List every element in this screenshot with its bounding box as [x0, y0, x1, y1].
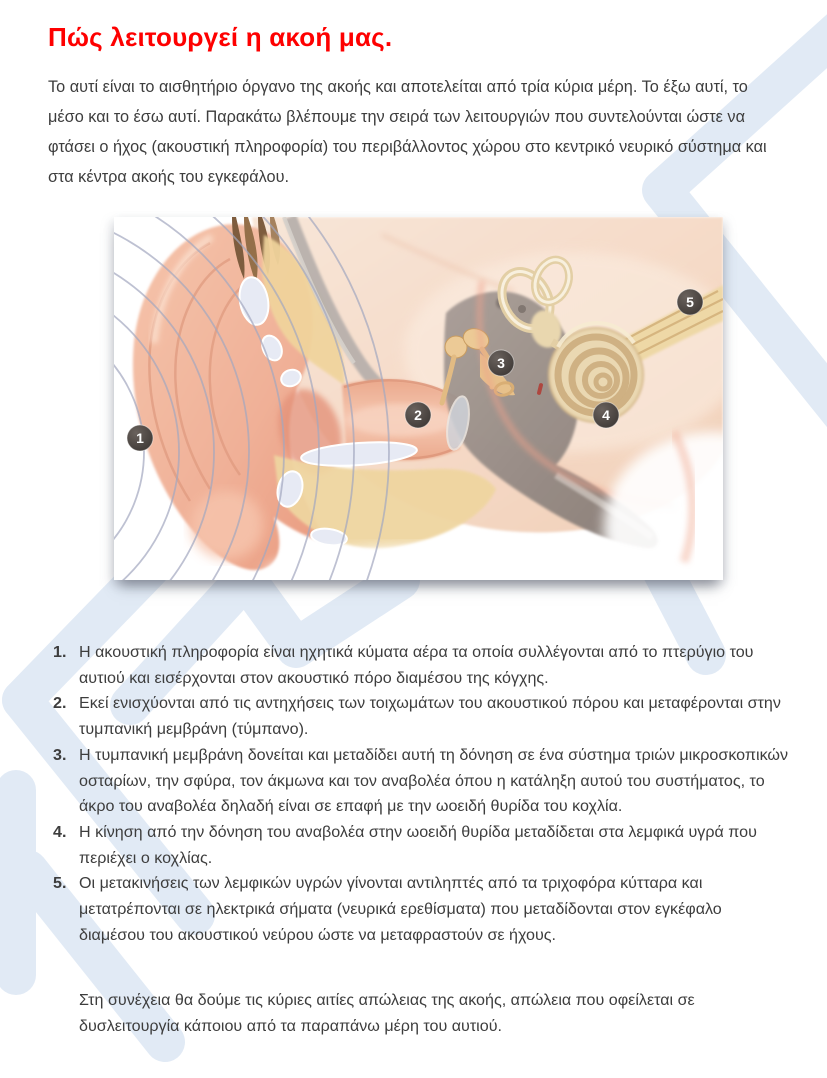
- list-item-text: Εκεί ενισχύονται από τις αντηχήσεις των τοιχωμάτων του ακουστικού πόρου και μεταφέρονται στην τυμπανική μεμβράνη (τύμπανο).: [79, 694, 781, 739]
- svg-text:5: 5: [686, 294, 694, 310]
- list-item-number: 5.: [53, 874, 67, 893]
- list-item: [53, 743, 791, 820]
- list-item-number: 2.: [53, 694, 67, 713]
- list-item: [53, 691, 791, 742]
- svg-text:2: 2: [414, 407, 422, 423]
- figure-marker-4: [593, 402, 619, 428]
- list-item-text: Η τυμπανική μεμβράνη δονείται και μεταδίδει αυτή τη δόνηση σε ένα σύστημα τριών μικροσκοπικών οσταρίων, την σφύρα, τον άκμωνα και τον αναβολέα όπου η κατάληξη αυτού του συστήματος, το άκρο του αναβολέα δηλαδή είναι σε επαφή με την ωοειδή θυρίδα του κοχλία.: [79, 745, 789, 816]
- list-item-number: 1.: [53, 643, 67, 661]
- list-item-text: Οι μετακινήσεις των λεμφικών υγρών γίνονται αντιληπτές από τα τριχοφόρα κύτταρα και μετατρέπονται σε ηλεκτρικά σήματα (νευρικά ερεθίσματα) που μεταδίδονται στον εγκέφαλο διαμέσου του ακουστικού νεύρου ώστε να μεταφραστούν σε ήχους.: [79, 874, 722, 944]
- page-title: Πώς λειτουργεί η ακοή μας.: [48, 22, 393, 52]
- hearing-steps-list: [53, 640, 791, 948]
- svg-text:1: 1: [136, 430, 144, 446]
- figure-marker-1: [127, 425, 153, 451]
- figure-marker-5: [677, 289, 703, 315]
- ear-illustration: [114, 217, 723, 580]
- list-item: [53, 871, 791, 948]
- list-item: [53, 820, 791, 871]
- figure-marker-3: [488, 350, 514, 376]
- list-item: [53, 640, 791, 691]
- canal-highlight: [349, 404, 453, 436]
- list-item-text: Η κίνηση από την δόνηση του αναβολέα στην ωοειδή θυρίδα μεταδίδεται στα λεμφικά υγρά που περιέχει ο κοχλίας.: [79, 822, 757, 867]
- list-item-text: Η ακουστική πληροφορία είναι ηχητικά κύματα αέρα τα οποία συλλέγονται από το πτερύγιο του αυτιού και εισέρχονται στον ακουστικό πόρο διαμέσου της κόγχης.: [79, 643, 754, 687]
- watermark-stroke: [243, 575, 400, 648]
- intro-paragraph: Το αυτί είναι το αισθητήριο όργανο της ακοής και αποτελείται από τρία κύρια μέρη. Το έξω αυτί, το μέσο και το έσω αυτί. Παρακάτω βλέπουμε την σειρά των λειτουργιών που συντελούνται ώστε να φτάσει ο ήχος (ακουστική πληροφορία) του περιβάλλοντος χώρου στο κεντρικό νευρικό σύστημα και στα κέντρα ακοής του εγκεφάλου.: [48, 78, 767, 186]
- list-item-number: 3.: [53, 745, 67, 764]
- white-wash-bottom: [264, 545, 644, 580]
- figure-marker-2: [405, 402, 431, 428]
- middle-ear-spot: [518, 305, 526, 313]
- list-item-number: 4.: [53, 822, 67, 841]
- ear-anatomy-figure: [114, 217, 723, 580]
- closing-paragraph: Στη συνέχεια θα δούμε τις κύριες αιτίες απώλειας της ακοής, απώλεια που οφείλεται σε δυσλειτουργία κάποιου από τα παραπάνω μέρη του αυτιού.: [79, 991, 695, 1035]
- svg-text:3: 3: [497, 355, 505, 371]
- svg-text:4: 4: [602, 407, 610, 423]
